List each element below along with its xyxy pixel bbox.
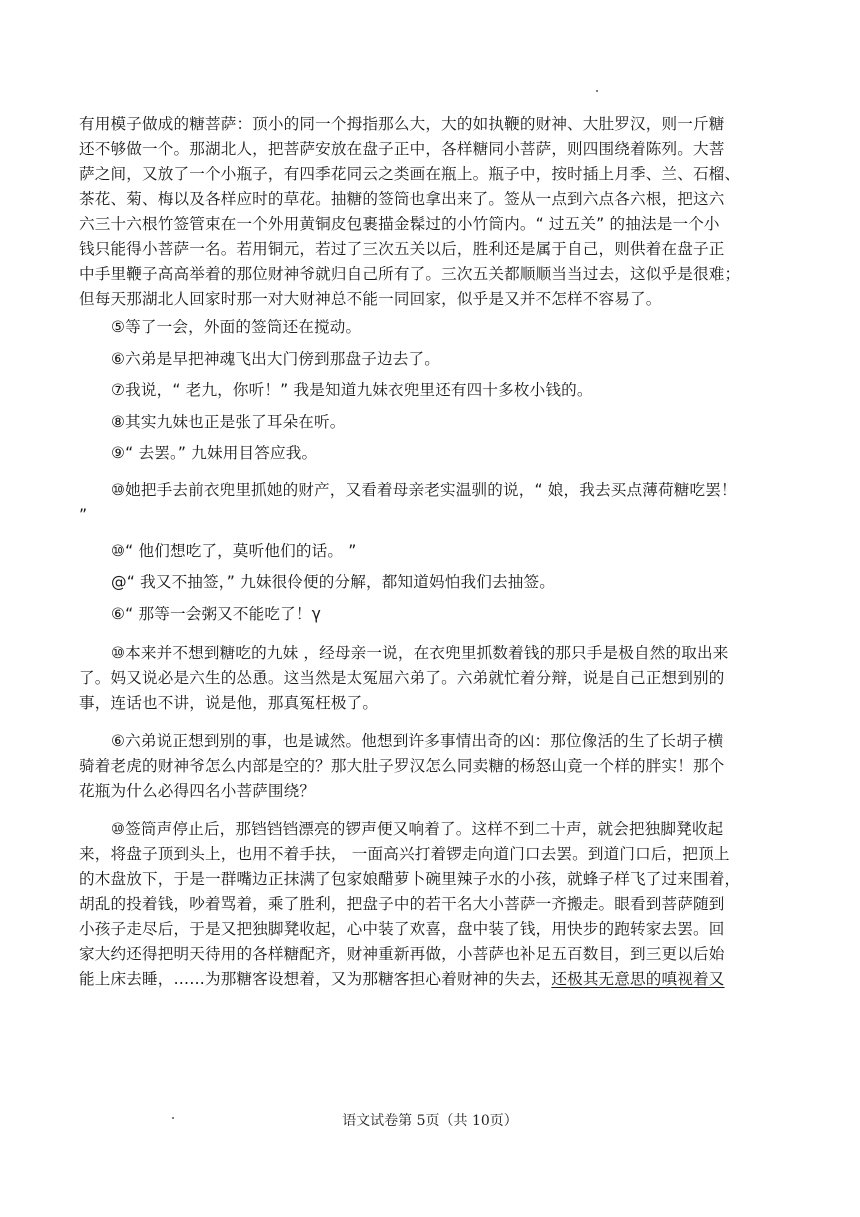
text-line: ⑥六弟说正想到别的事，也是诚然。他想到许多事情出奇的凶：那位像活的生了长胡子横 xyxy=(111,732,724,750)
paragraph-7: ⑦我说，“ 老九，你听！” 我是知道九妹衣兜里还有四十多枚小钱的。 xyxy=(111,381,593,399)
text-line xyxy=(79,967,785,992)
text-line: 茶花、菊、梅以及各样应时的草花。抽糖的签筒也拿出来了。签从一点到六点各六根，把这六 xyxy=(79,190,725,208)
text-line: ⑩签筒声停止后，那铛铛铛漂亮的锣声便又响着了。这样不到二十声，就会把独脚凳收起 xyxy=(111,820,724,838)
text-line: 中手里鞭子高高举着的那位财神爷就归自己所有了。三次五关都顺顺当当过去，这似乎是很难； xyxy=(79,265,741,283)
page-footer: 语文试卷第 5页（共 10页） xyxy=(342,1113,518,1129)
paragraph-9: ⑨“ 去罢。” 九妹用目答应我。 xyxy=(111,444,318,462)
text-line: 但每天那湖北人回家时那一对大财神总不能一同回家，似乎是又并不怎样不容易了。 xyxy=(79,290,662,308)
text-line: 萨之间，又放了一个小瓶子，有四季花同云之类画在瓶上。瓶子中，按时插上月季、兰、石榴、 xyxy=(79,165,741,183)
text-line: 了。妈又说必是六生的怂恿。这当然是太冤屈六弟了。六弟就忙着分辩，说是自己正想到别的 xyxy=(79,669,725,687)
text-line: 家大约还得把明天待用的各样糖配齐，财神重新再做，小菩萨也补足五百数目，到三更以后始 xyxy=(79,945,725,963)
text-span: 能上床去睡，……为那糖客设想着，又为那糖客担心着财神的失去， xyxy=(79,970,552,988)
text-line: ⑩本来并不想到糖吃的九妹 ，经母亲一说，在衣兜里抓数着钱的那只手是极自然的取出来 xyxy=(111,644,729,662)
dialog-sister: @“ 我又不抽签，” 九妹很伶便的分解，都知道妈怕我们去抽签。 xyxy=(111,573,555,591)
text-line: ⑩她把手去前衣兜里抓她的财产，又看着母亲老实温驯的说，“ 娘，我去买点薄荷糖吃罢！ xyxy=(111,480,737,499)
paragraph-six-brother xyxy=(79,729,785,804)
text-line: 还不够做一个。那湖北人，把菩萨安放在盘子正中，各样糖同小菩萨，则四围绕着陈列。大菩 xyxy=(79,140,725,158)
paragraph-sister-hand xyxy=(79,641,785,716)
dialog-brother: ⑥“ 那等一会粥又不能吃了！γ xyxy=(111,604,322,623)
passage-body xyxy=(79,112,785,992)
paragraph-8: ⑧其实九妹也正是张了耳朵在听。 xyxy=(111,412,346,431)
text-line: 有用模子做成的糖菩萨：顶小的同一个拇指那么大，大的如执鞭的财神、大肚罗汉，则一斤糖 xyxy=(79,115,725,133)
text-line: 六三十六根竹签管束在一个外用黄铜皮包裹描金髹过的小竹筒内。“ 过五关” 的抽法是一个小 xyxy=(79,215,720,233)
text-line: 的木盘放下，于是一群嘴边正抹满了包家娘醋萝卜碗里辣子水的小孩，就蜂子样飞了过来围着， xyxy=(79,870,741,888)
paragraph-sugar-buddha xyxy=(79,112,785,312)
text-line: 来，将盘子顶到头上，也用不着手扶， 一面高兴打着锣走向道门口去罢。到道门口后，把顶上 xyxy=(79,845,730,863)
paragraph-10 xyxy=(79,478,785,528)
text-line: 事，连话也不讲，说是他，那真冤枉极了。 xyxy=(79,694,379,712)
text-line: 骑着老虎的财神爷怎么内部是空的？那大肚子罗汉怎么同卖糖的杨怒山竟一个样的胖实！那个 xyxy=(79,757,725,775)
dialog-mother: ⑩“ 他们想吃了，莫听他们的话。 ” xyxy=(111,541,357,560)
text-line: ” xyxy=(79,505,88,524)
paragraph-gong xyxy=(79,817,785,992)
text-line: 小孩子走尽后，于是又把独脚凳收起，心中装了欢喜，盘中装了钱，用快步的跑转家去罢。回 xyxy=(79,920,725,938)
paragraph-6: ⑥六弟是早把神魂飞出大门傍到那盘子边去了。 xyxy=(111,349,441,368)
scan-dot xyxy=(596,90,598,92)
text-line: 花瓶为什么必得四名小菩萨围绕？ xyxy=(79,782,316,800)
text-line: 胡乱的投着钱，吵着骂着，乘了胜利，把盘子中的若干名大小菩萨一齐搬走。眼看到菩萨随到 xyxy=(79,895,725,913)
underlined-question-text: 还极其无意思的嗔视着又 xyxy=(551,970,725,988)
paragraph-5: ⑤等了一会，外面的签筒还在搅动。 xyxy=(111,318,362,336)
text-line: 钱只能得小菩萨一名。若用铜元，若过了三次五关以后，胜利还是属于自己，则供着在盘子正 xyxy=(79,240,725,258)
